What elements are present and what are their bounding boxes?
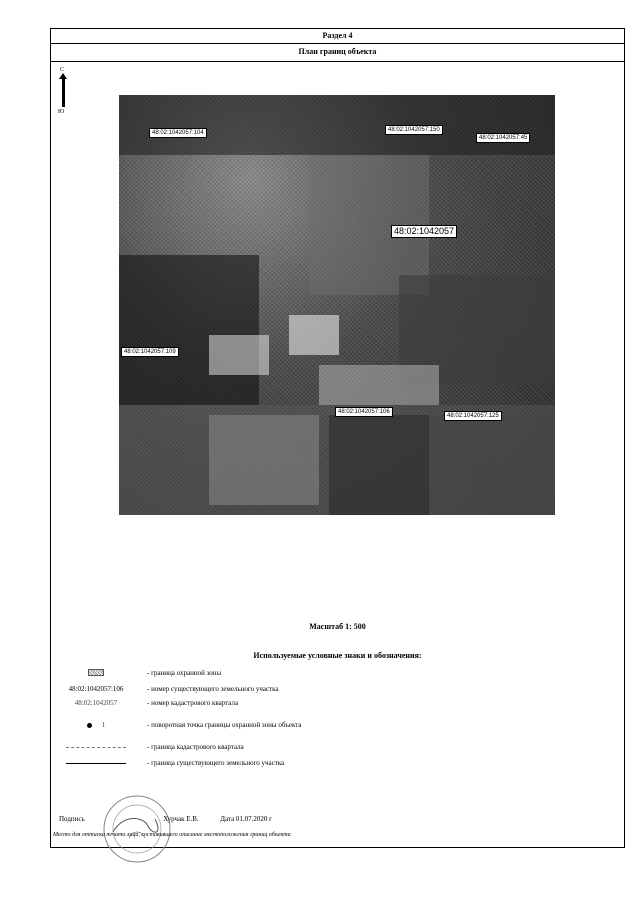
- legend-item: 1 - поворотная точка границы охранной зоны объекта: [51, 721, 626, 733]
- legend-title: Используемые условные знаки и обозначения:: [253, 651, 422, 660]
- legend-item: - граница существующего земельного участка: [51, 759, 626, 771]
- dashed-line-icon: [66, 747, 126, 748]
- legend-item: - граница охранной зоны: [51, 669, 626, 681]
- north-arrow-icon: [57, 67, 71, 117]
- legend-item: 48:02:1042057 - номер кадастрового квартала: [51, 699, 626, 711]
- legend-item: - граница кадастрового квартала: [51, 743, 626, 755]
- turning-point-sample-number: 1: [101, 721, 106, 729]
- signature-line: [59, 815, 272, 823]
- legend-quarter-number-sample: 48:02:1042057: [74, 699, 118, 707]
- stamp-place-caption: Место для оттиска печати лица, составившего описание местоположения границ объекта: [53, 832, 291, 838]
- seal-stamp-icon: [93, 794, 181, 864]
- compass-north-label: С: [60, 67, 65, 73]
- parcel-label: 48:02:1042057:106: [335, 407, 393, 417]
- cadastral-quarter-label: 48:02:1042057: [391, 225, 457, 238]
- parcel-label: 48:02:1042057:125: [444, 411, 502, 421]
- plan-title: План границ объекта: [51, 43, 624, 62]
- signature-label: Подпись: [59, 815, 85, 823]
- map-scale: Масштаб 1: 500: [309, 622, 366, 631]
- aerial-map-image: [119, 95, 555, 515]
- parcel-label: 48:02:1042057:45: [476, 133, 530, 143]
- hatched-boundary-icon: [88, 669, 104, 676]
- compass-south-label: Ю: [58, 109, 65, 115]
- turning-point-icon: [87, 723, 92, 728]
- solid-line-icon: [66, 763, 126, 764]
- parcel-label: 48:02:1042057:104: [149, 128, 207, 138]
- parcel-label: 48:02:1042057:150: [385, 125, 443, 135]
- signature-date: Дата 01.07.2020 г: [220, 815, 273, 823]
- page-frame: [50, 28, 625, 848]
- signer-name: Хурчак Е.В.: [163, 815, 199, 823]
- parcel-label: 48:02:1042057:109: [121, 347, 179, 357]
- legend-parcel-number-sample: 48:02:1042057:106: [68, 685, 124, 693]
- section-title: Раздел 4: [51, 29, 624, 44]
- legend-item: 48:02:1042057:106 - номер существующего земельного участка: [51, 685, 626, 697]
